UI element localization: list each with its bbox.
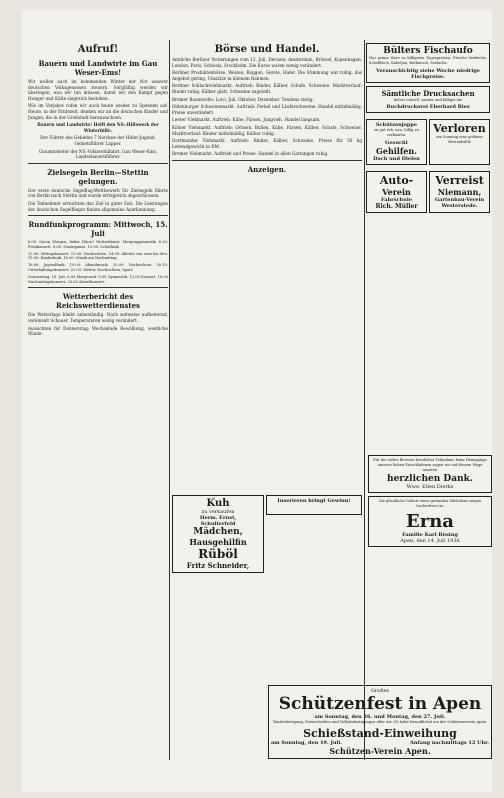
- ad-heading: Auto-: [379, 173, 414, 187]
- market-paragraph: Amtliche Berliner Notierungen vom 13. Juli. Devisen: Amsterdam, Brüssel, Kopenhagen, London, Paris, Schweiz, Stockholm. Die Kurse waren wenig verändert.: [172, 57, 362, 68]
- ad-text: Familie Karl Bösing: [402, 531, 458, 538]
- ads-heading: Anzeigen.: [247, 164, 287, 174]
- ad-heading: Verreist: [435, 173, 484, 187]
- ad-heading: Fritz Schneider,: [186, 561, 250, 570]
- print-ad-footer: Buchdruckerei Eberhard Ries: [386, 104, 470, 111]
- column-left: [28, 40, 168, 760]
- ad-text: Inserieren bringt Gewinn!: [277, 498, 351, 504]
- market-paragraph: Kölner Viehmarkt. Auftrieb: Ochsen, Bullen, Kühe, Färsen, Kälber, Schafe, Schweine. Marktverlauf: Rinder mittelmäßig, Kälber ruhig.: [172, 124, 362, 136]
- ad-heading: Rüböl: [198, 547, 238, 561]
- radio-item: 18.00: Jugendfunk. 19.00: Abendmusik. 20.00: Nachrichten. 20.10: Unterhaltungskonzert. 22.00: Wetter, Nachrichten, Sport.: [28, 263, 168, 273]
- birth-ad: [368, 496, 492, 547]
- print-ad-title: Sämtliche Drucksachen: [381, 88, 475, 98]
- radio-item: Donnerstag, 16. Juli: 6.00 Morgenruf. 8.00 Gymnastik. 12.00 Konzert. 16.00 Nachmittagskonzert. 20.00 Abendkonzert.: [28, 274, 168, 284]
- ad-text: Großes: [370, 688, 390, 694]
- ad-text: Die glückliche Geburt eines gesunden Mädchens zeigen hocherfreut an: [378, 499, 482, 509]
- small-ads: [366, 119, 427, 165]
- ad-heading: Gartenbau-Verein Westerstede.: [434, 196, 485, 209]
- inserieren-ad: [266, 495, 362, 515]
- ad-text: zu verkaufen: [201, 509, 235, 515]
- market-paragraph: Dortmunder Viehmarkt. Auftrieb: Rinder, Kälber, Schweine. Preise für 50 kg Lebendgewicht in RM.: [172, 138, 362, 149]
- lost-ad: [429, 119, 490, 165]
- article-paragraph: Die Teilnehmer erreichten das Ziel in guter Zeit. Die Leistungen der deutschen Segelflieger finden allgemeine Anerkennung.: [28, 200, 168, 212]
- ad-heading: Niemann,: [437, 186, 482, 197]
- fish-ad: [366, 43, 490, 83]
- article-paragraph: Der erste deutsche Segelflug-Wettbewerb für Zielsegeln führte von Berlin nach Stettin und wurde erfolgreich abgeschlossen.: [28, 187, 168, 199]
- appeal-title: Aufruf!: [77, 44, 119, 55]
- article-paragraph: Gauamtsleiter der NS.-Volkswohlfahrt, Gau Weser-Ems, Landesbauernführer.: [38, 148, 158, 160]
- article-paragraph: Bauern und Landwirte! Helft den NS.-Hilfswerk der Winterhilfe.: [37, 122, 159, 133]
- fish-ad-text: Nur prima Ware zu billigsten Tagespreisen. Frische Seefische, Schellfisch, Kabeljau, Rotbarsch, Seelachs.: [369, 56, 487, 65]
- weather-heading: Wetterbericht des Reichswetterdienstes: [56, 292, 140, 311]
- ad-text: Schulterfeld: [200, 521, 236, 527]
- festival-ad: [268, 685, 492, 759]
- market-title: Börse und Handel.: [214, 44, 320, 55]
- column-middle: [172, 40, 362, 450]
- radio-item: 12.00: Mittagskonzert. 13.00: Nachrichten. 14.00: Allerlei von zwei bis drei. 15.00: Kinderfunk. 16.00: Musik am Nachmittag.: [28, 251, 168, 261]
- ad-heading: Schießstand-Einweihung: [303, 726, 457, 740]
- ad-heading: Schützenjoppe: [375, 122, 418, 129]
- ad-text: Tanzbelustigung, Preisschießen und Volksbelustigungen aller Art. Es ladet freundlichst ein der Schützenverein Apen.: [272, 720, 488, 724]
- ad-heading: Dach und Dielen: [373, 155, 420, 162]
- column-rule: [169, 40, 170, 760]
- market-paragraph: Oldenburger Schweinemarkt. Auftrieb: Ferkel und Läuferschweine. Handel mittelmäßig, Preise unverändert.: [172, 104, 362, 115]
- market-paragraph: Bremer Baumwolle: Loco, Juli, Oktober, Dezember. Tendenz stetig.: [172, 96, 314, 102]
- travel-ad: [429, 171, 490, 213]
- market-paragraph: Leerer Viehmarkt. Auftrieb: Kühe, Färsen, Jungvieh. Handel langsam.: [172, 117, 321, 123]
- ad-heading: Schützen-Verein Apen.: [329, 745, 431, 756]
- ad-text: am Sonntag, den 26. und Montag, den 27. Juli.: [314, 714, 446, 720]
- market-paragraph: Berliner Schlachtviehmarkt. Auftrieb: Rinder, Kälber, Schafe, Schweine. Marktverlauf: Rinder ruhig, Kälber glatt, Schweine zugeteilt.: [172, 83, 362, 94]
- market-paragraph: Berliner Produktenbörse. Weizen, Roggen, Gerste, Hafer. Die Stimmung war ruhig, das Angebot gering, Umsätze in kleinem Rahmen.: [172, 70, 362, 81]
- ad-text: Herm. Ernst,: [199, 515, 237, 521]
- ad-heading: herzlichen Dank.: [387, 474, 473, 485]
- appeal-subtitle: Bauern und Landwirte im Gau Weser-Ems!: [38, 59, 158, 77]
- ad-text: Für die vielen Beweise herzlicher Teilnahme beim Heimgange unseres lieben Entschlafenen sagen wir auf diesem Wege unseren: [373, 458, 487, 472]
- ad-heading: Erna: [406, 510, 454, 532]
- ad-text: Anfang nachmittags 12 Uhr.: [409, 739, 489, 746]
- lost-ad-title: Verloren: [433, 122, 486, 136]
- ad-heading: Gesucht: [385, 139, 408, 146]
- thanks-ad: [368, 455, 492, 493]
- newspaper-page: [22, 10, 492, 792]
- lost-ad-text: am Sonntag eine goldene Herrenbrille: [436, 135, 483, 145]
- market-paragraph: Bremer Viehmarkt. Auftrieb und Preise. Handel in allen Gattungen ruhig.: [172, 151, 329, 157]
- radio-item: 6.00: Guten Morgen, lieber Hörer! Wetterdienst. Morgengymnastik. 6.30: Frühkonzert. 8.00: Sendepause. 10.00: Schulfunk.: [28, 240, 168, 249]
- radio-heading: Rundfunkprogramm: Mittwoch, 15. Juli: [28, 220, 168, 239]
- festival-title: Schützenfest in Apen: [278, 694, 482, 714]
- fish-ad-footer: Voranschichtig siehe Woche niedrige Fischpreise.: [376, 67, 480, 80]
- ad-heading: Kuh: [206, 498, 230, 509]
- sport-heading: Zielsegeln Berlin—Stettin gelungen.: [47, 167, 149, 186]
- column-right: [366, 40, 490, 510]
- bottom-ads: [172, 452, 492, 792]
- small-ads-left: [172, 495, 264, 573]
- ad-text: am Sonntag, den 19. Juli.: [271, 739, 343, 746]
- ad-heading: Mädchen,: [193, 527, 243, 537]
- ad-text: Wwe. Ellen Dierks: [406, 484, 454, 491]
- ad-heading: Hausgehilfin: [189, 537, 247, 547]
- article-paragraph: Wir wollen auch im kommenden Winter der Not unserer deutschen Volksgenossen steuern. Sorgfältig werden wir überlegen, was wir tun müssen, damit wir den Kampf gegen Hunger und Kälte siegreich bestehen.: [28, 79, 168, 101]
- ad-text: Apen, den 14. Juli 1936: [400, 537, 460, 544]
- driving-school-ad: [366, 171, 427, 213]
- ad-heading: Verein: [382, 186, 411, 197]
- article-paragraph: Wie im Vorjahre rufen wir auch heute wieder zu Spenden auf. Heute, in der Erntezeit, denken wir an die deutschen Kinder und Jungen, die in der Großstadt heranwachsen.: [28, 103, 168, 120]
- ad-heading: Gehilfen.: [376, 145, 417, 156]
- ad-text: zu gut erh. neu, billig zu verkaufen.: [374, 128, 419, 138]
- print-ad: [366, 86, 490, 114]
- article-paragraph: Aussichten für Donnerstag: Wechselnde Bewölkung, westliche Winde.: [28, 325, 168, 337]
- ad-heading: Rich. Müller: [375, 202, 418, 210]
- ad-heading: Fahrschule: [381, 196, 412, 203]
- fish-ad-title: Bülters Fischaufo: [383, 46, 473, 56]
- article-paragraph: Der Führer des Gebietes 7 Nordsee der Hitler-Jugend, Gebietsführer Lapper.: [40, 135, 156, 146]
- article-paragraph: Die Wetterlage bleibt unbeständig. Nach zeitweise aufheiternd, vereinzelt Schauer. Temperaturen wenig verändert.: [28, 312, 168, 324]
- print-ad-text: liefert schnell, sauber und billigst die: [393, 97, 463, 102]
